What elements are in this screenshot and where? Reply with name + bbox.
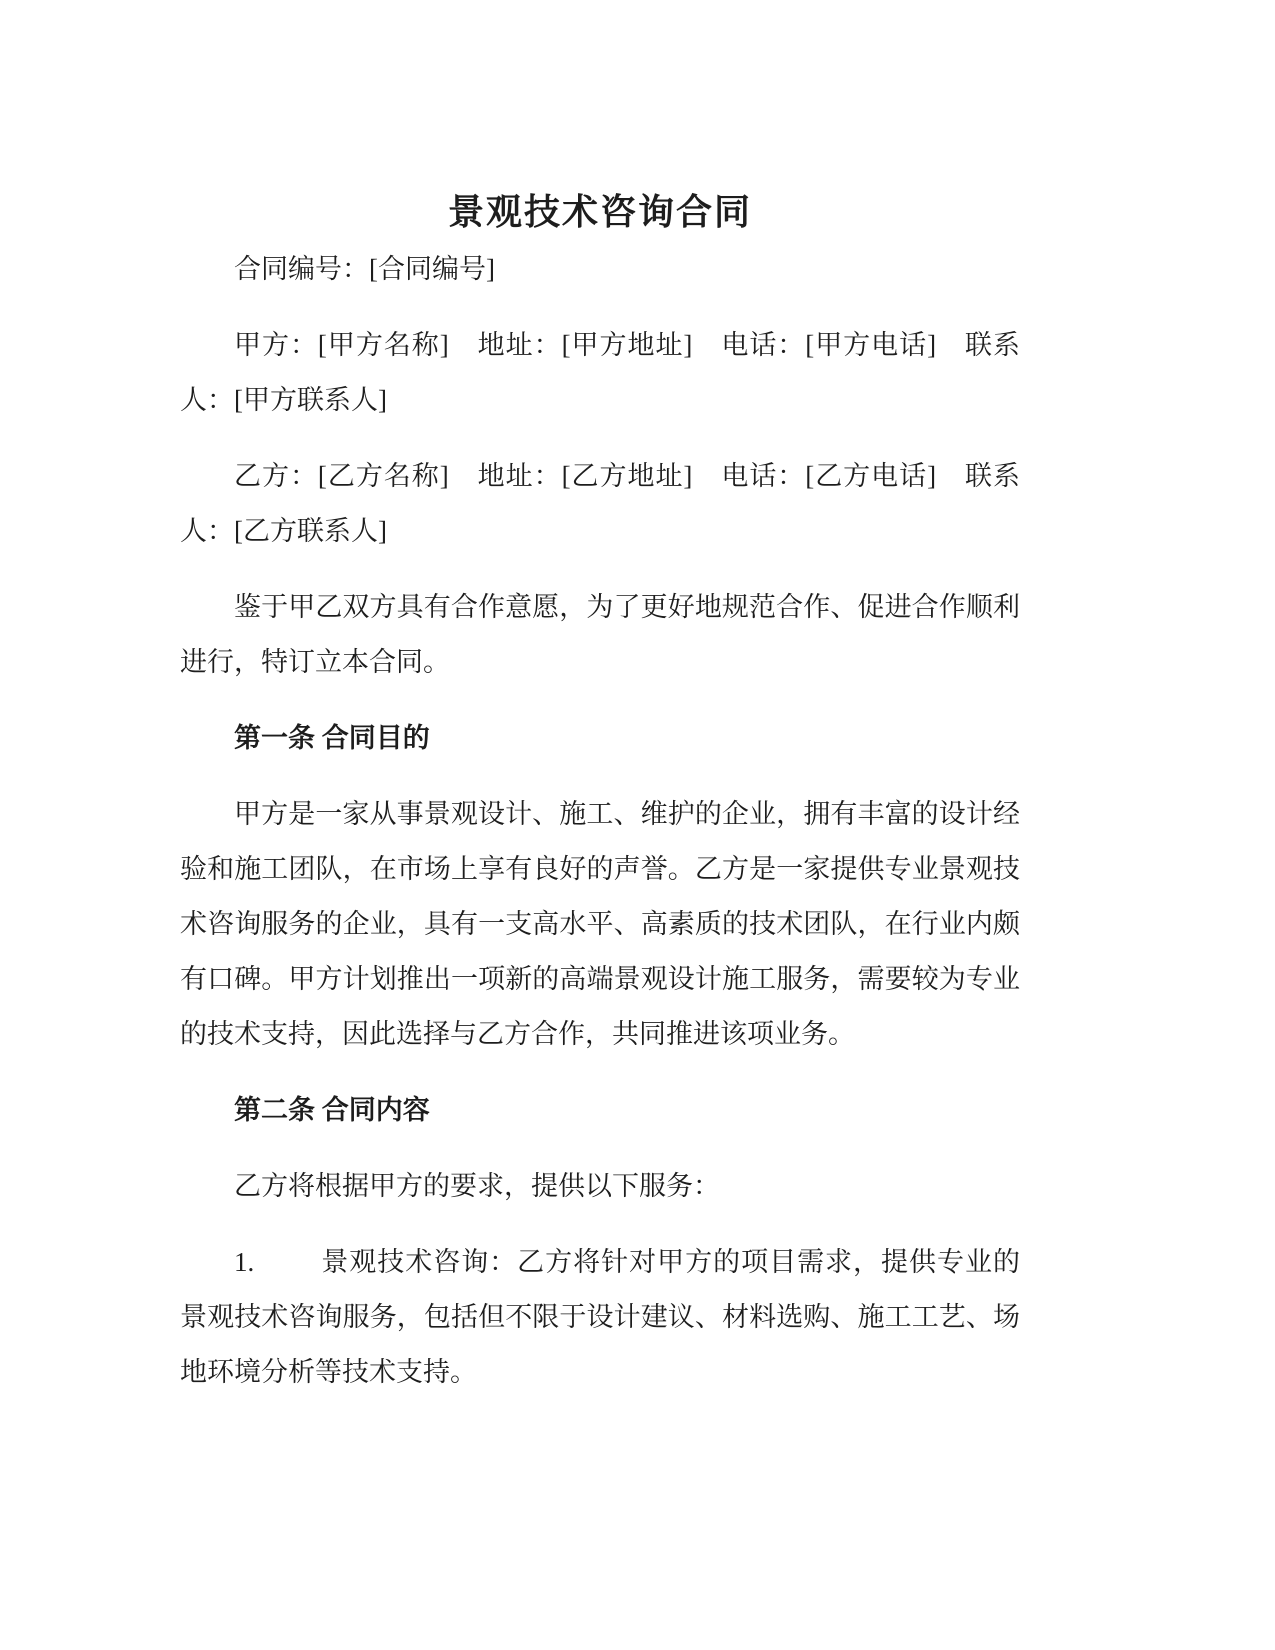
- party-a-line: 甲方：[甲方名称] 地址：[甲方地址] 电话：[甲方电话] 联系人：[甲方联系人]: [180, 330, 1020, 415]
- section-1-heading: 第一条 合同目的: [234, 723, 430, 753]
- contract-number-line: 合同编号：[合同编号]: [234, 254, 495, 284]
- service-list-item-1: [180, 1235, 1020, 1400]
- section-2-paragraph: 乙方将根据甲方的要求，提供以下服务：: [234, 1171, 720, 1201]
- list-item-text: 景观技术咨询：乙方将针对甲方的项目需求，提供专业的景观技术咨询服务，包括但不限于设计建议、材料选购、施工工艺、场地环境分析等技术支持。: [180, 1247, 1020, 1387]
- list-item-number: 1.: [234, 1247, 255, 1277]
- section-2-heading: 第二条 合同内容: [234, 1095, 430, 1125]
- document-title: 景观技术咨询合同: [447, 192, 752, 232]
- section-1-paragraph: 甲方是一家从事景观设计、施工、维护的企业，拥有丰富的设计经验和施工团队，在市场上享有良好的声誉。乙方是一家提供专业景观技术咨询服务的企业，具有一支高水平、高素质的技术团队，在行业内颇有口碑。甲方计划推出一项新的高端景观设计施工服务，需要较为专业的技术支持，因此选择与乙方合作，共同推进该项业务。: [180, 799, 1020, 1049]
- party-b-line: 乙方：[乙方名称] 地址：[乙方地址] 电话：[乙方电话] 联系人：[乙方联系人]: [180, 461, 1020, 546]
- preamble-paragraph: 鉴于甲乙双方具有合作意愿，为了更好地规范合作、促进合作顺利进行，特订立本合同。: [180, 592, 1020, 677]
